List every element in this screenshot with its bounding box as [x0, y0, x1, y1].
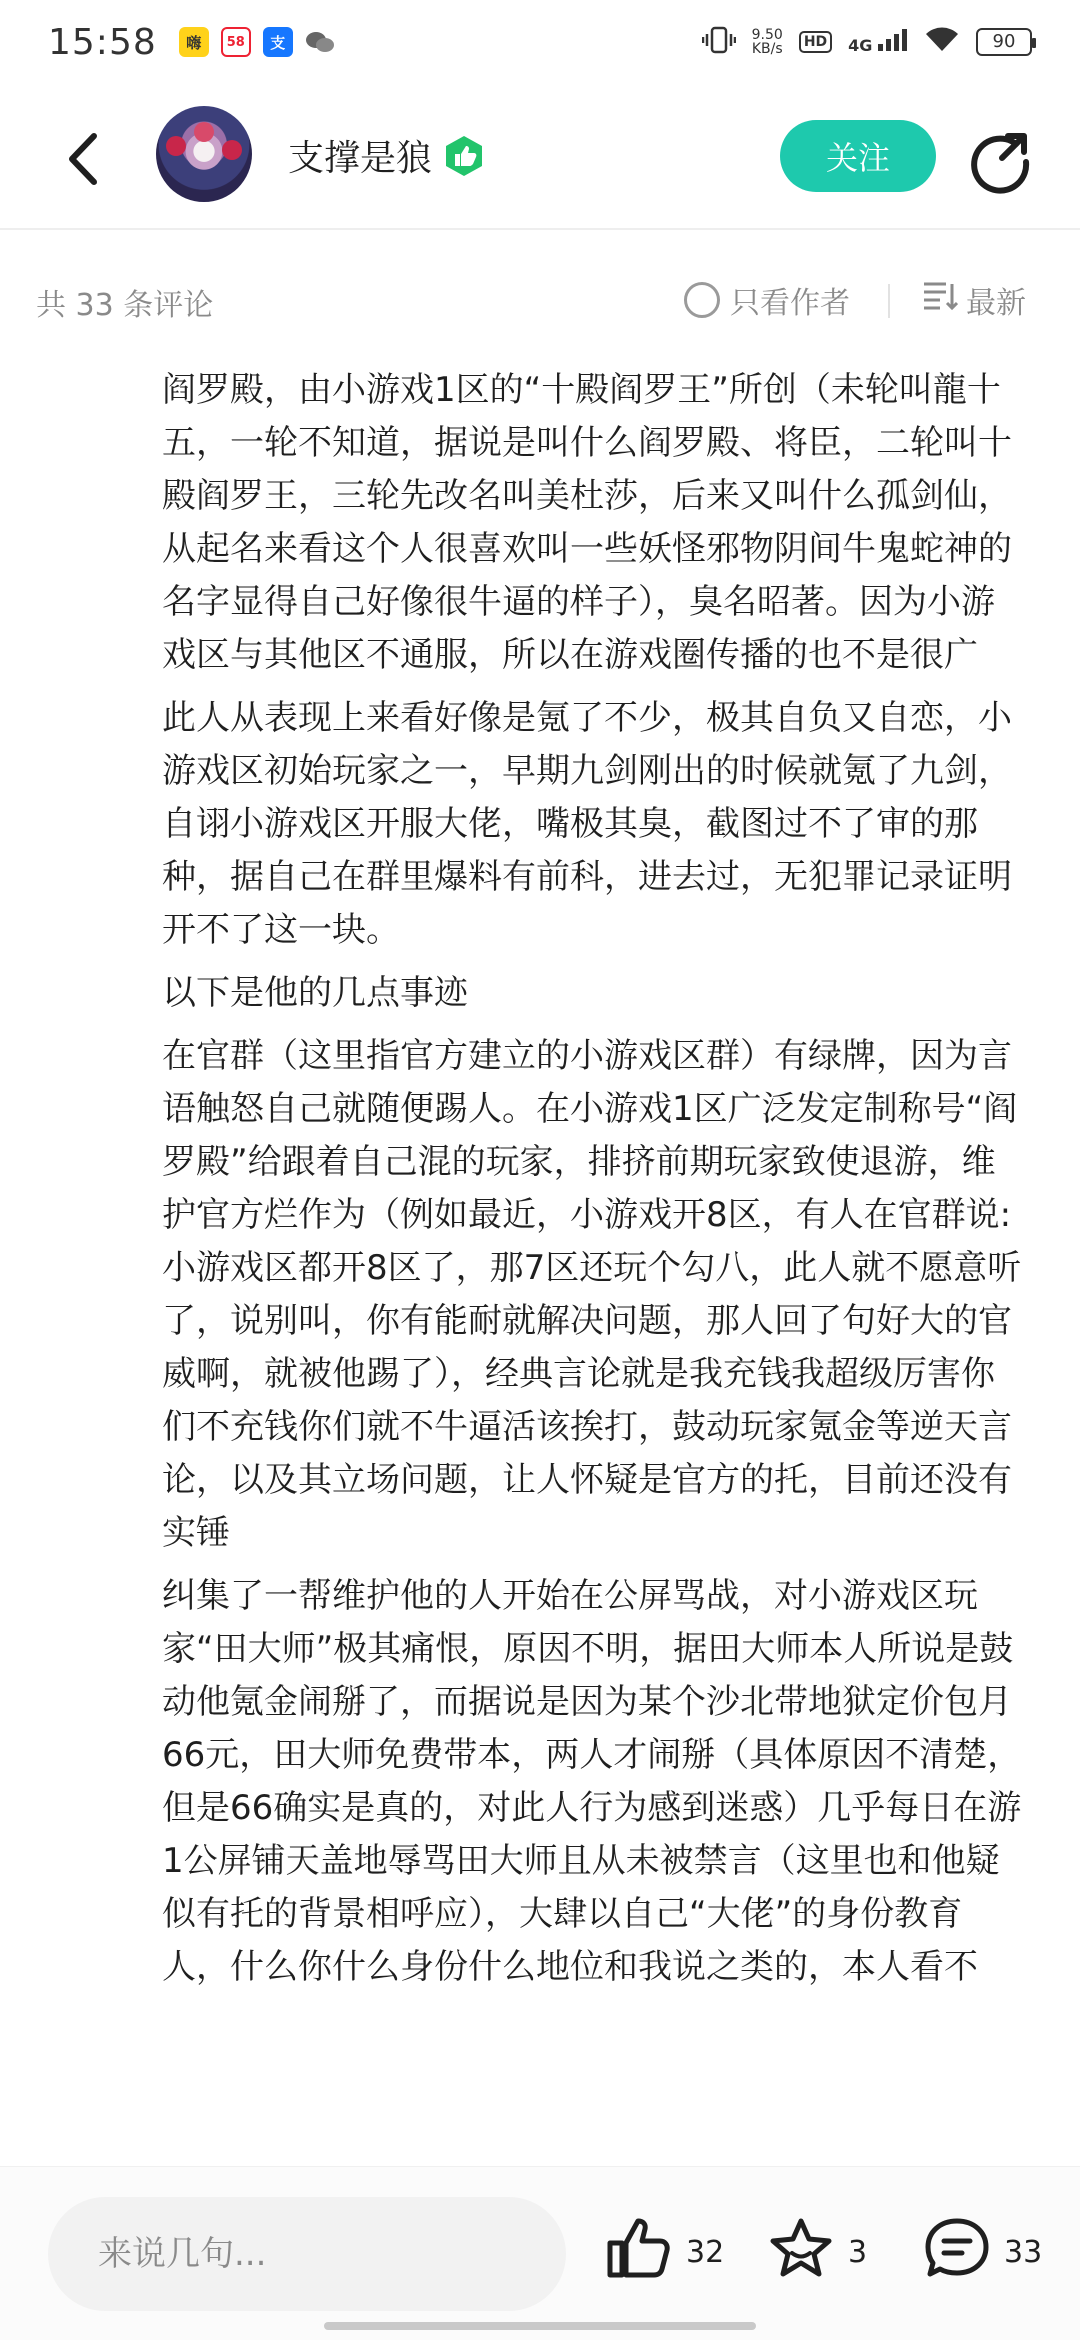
paragraph: 阎罗殿，由小游戏1区的“十殿阎罗王”所创（未轮叫龍十五，一轮不知道，据说是叫什么阎罗殿、将臣，二轮叫十殿阎罗王，三轮先改名叫美杜莎，后来又叫什么孤剑仙，从起名来看这个人很喜欢叫一些妖怪邪物阴间牛鬼蛇神的名字显得自己好像很牛逼的样子），臭名昭著。因为小游戏区与其他区不通服，所以在游戏圈传播的也不是很广: [162, 370, 1012, 675]
divider: [888, 284, 890, 318]
avatar[interactable]: [156, 106, 252, 202]
alipay-notification-icon: 支: [263, 27, 293, 57]
paragraph: 纠集了一帮维护他的人开始在公屏骂战，对小游戏区玩家“田大师”极其痛恨，原因不明，据田大师本人所说是鼓动他氪金闹掰了，而据说是因为某个沙北带地狱定价包月66元，田大师免费带本，两人才闹掰（具体原因不清楚，但是66确实是真的，对此人行为感到迷惑）几乎每日在游1公屏铺天盖地辱骂田大师且从未被禁言（这里也和他疑似有托的背景相呼应），大肆以自己“大佬”的身份教育人，什么你什么身份什么地位和我说之类的，本人看不: [162, 1576, 1022, 1987]
share-icon[interactable]: [966, 124, 1036, 194]
verified-thumb-icon: [442, 134, 486, 178]
comment-bubble-icon: [924, 2217, 990, 2287]
hd-badge: HD: [799, 31, 832, 53]
comment-count-bottom: 33: [1004, 2234, 1043, 2270]
author-only-toggle[interactable]: [684, 278, 850, 322]
cell-signal-icon: 4G: [848, 29, 908, 55]
battery-icon: 90: [976, 28, 1032, 56]
comment-button[interactable]: [924, 2217, 1042, 2287]
comment-filter-bar: [0, 268, 1080, 334]
system-status: [702, 25, 1032, 59]
like-count: 32: [686, 2234, 725, 2270]
username[interactable]: 支撑是狼: [288, 138, 433, 179]
comment-count: 共 33 条评论: [36, 288, 214, 323]
post-body: [162, 364, 1022, 2004]
comment-input[interactable]: [48, 2197, 566, 2311]
paragraph: 在官群（这里指官方建立的小游戏区群）有绿牌，因为言语触怒自己就随便踢人。在小游戏1区广泛发定制称号“阎罗殿”给跟着自己混的玩家，排挤前期玩家致使退游，维护官方烂作为（例如最近，小游戏开8区，有人在官群说:小游戏区都开8区了，那7区还玩个勾八，此人就不愿意听了，说别叫，你有能耐就解决问题，那人回了句好大的官威啊，就被他踢了），经典言论就是我充钱我超级厉害你们不充钱你们就不牛逼活该挨打，鼓动玩家氪金等逆天言论，以及其立场问题，让人怀疑是官方的托，目前还没有实锤: [162, 1036, 1022, 1553]
home-indicator[interactable]: [324, 2322, 756, 2330]
notification-icons: [179, 27, 335, 57]
58-app-notification-icon: 58: [221, 27, 251, 57]
like-button[interactable]: [606, 2217, 724, 2287]
app-notification-icon: 嗨: [179, 27, 209, 57]
sort-toggle[interactable]: [922, 278, 1026, 322]
status-bar: [0, 0, 1080, 84]
vibrate-icon: [702, 25, 736, 59]
thumbs-up-icon: [606, 2217, 672, 2287]
favorite-button[interactable]: [768, 2217, 867, 2287]
favorite-count: 3: [848, 2234, 868, 2270]
sort-label: 最新: [966, 286, 1026, 321]
author-only-label: 只看作者: [730, 286, 850, 321]
post-header: [0, 84, 1080, 230]
network-speed: 9.50 KB/s: [751, 27, 783, 57]
paragraph: 此人从表现上来看好像是氪了不少，极其自负又自恋，小游戏区初始玩家之一，早期九剑刚出的时候就氪了九剑，自诩小游戏区开服大佬，嘴极其臭，截图过不了审的那种，据自己在群里爆料有前科，进去过，无犯罪记录证明开不了这一块。: [162, 698, 1012, 950]
wifi-icon: [924, 25, 960, 59]
back-arrow-icon[interactable]: [54, 124, 114, 194]
wechat-notification-icon: [305, 27, 335, 57]
follow-button[interactable]: 关注: [780, 120, 936, 192]
sort-lines-icon: [922, 280, 958, 320]
status-time: 15:58: [48, 21, 157, 63]
paragraph: 以下是他的几点事迹: [162, 973, 468, 1013]
radio-circle-icon[interactable]: [684, 282, 720, 318]
bottom-action-bar: [0, 2166, 1080, 2340]
content-fade: [0, 2120, 1080, 2170]
star-icon: [768, 2217, 834, 2287]
